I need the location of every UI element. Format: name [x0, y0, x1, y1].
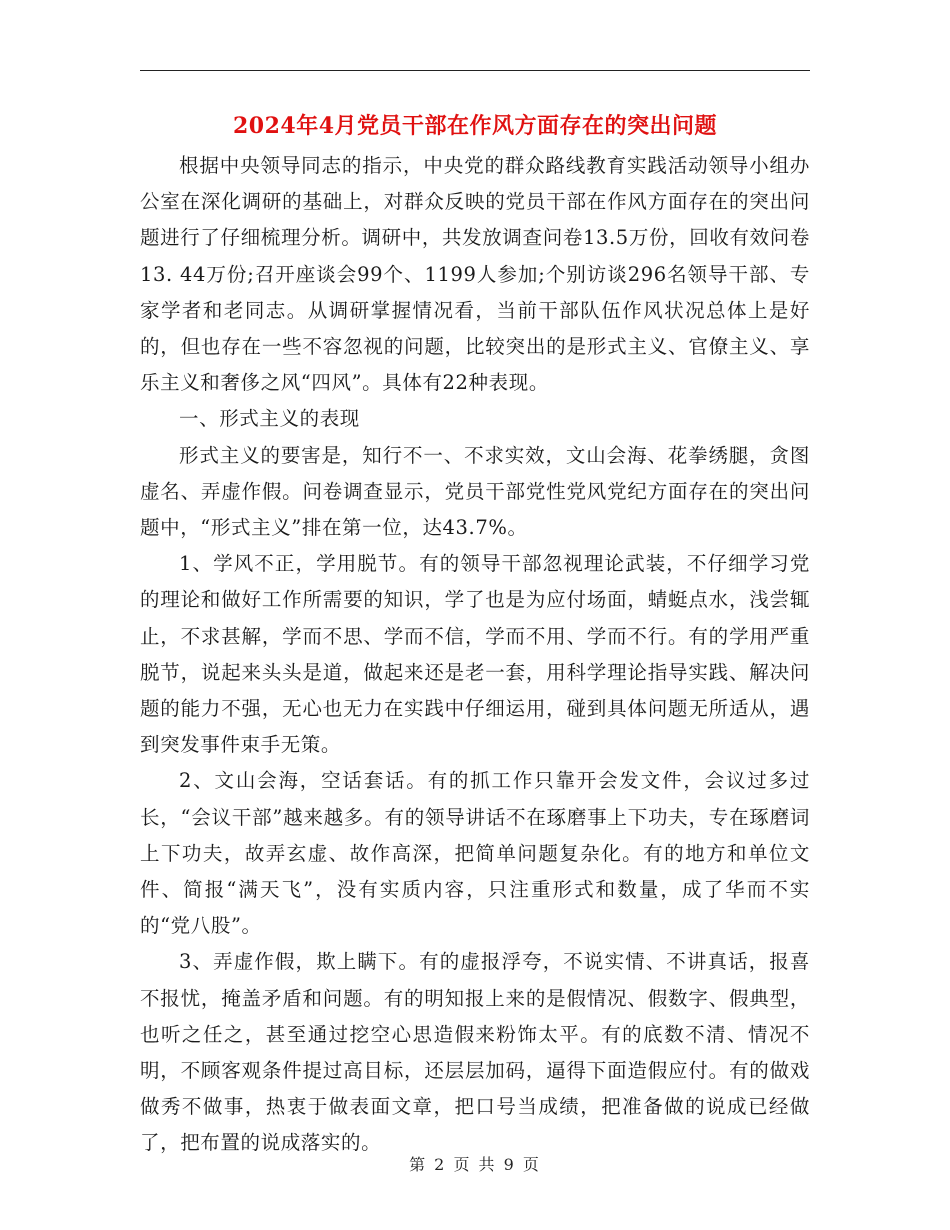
- header-rule: [140, 70, 810, 71]
- document-title: 2024年4月党员干部在作风方面存在的突出问题: [232, 113, 718, 139]
- section-heading-formalism: 一、形式主义的表现: [179, 407, 360, 431]
- paragraph-intro: 根据中央领导同志的指示，中央党的群众路线教育实践活动领导小组办公室在深化调研的基础上，对群众反映的党员干部在作风方面存在的突出问题进行了仔细梳理分析。调研中，共发放调查问卷13.5万份，回收有效问卷13. 44万份;召开座谈会99个、1199人参加;个别访谈296名领导干部、专家学者和老同志。从调研掌握情况看，当前干部队伍作风状况总体上是好的，但也存在一些不容忽视的问题，比较突出的是形式主义、官僚主义、享乐主义和奢侈之风“四风”。具体有22种表现。: [140, 154, 810, 395]
- document-body: [140, 148, 810, 1162]
- paragraph-item-2: 2、文山会海，空话套话。有的抓工作只靠开会发文件，会议过多过长，“会议干部”越来越多。有的领导讲话不在琢磨事上下功夫，专在琢磨词上下功夫，故弄玄虚、故作高深，把简单问题复杂化。有的地方和单位文件、简报“满天飞”，没有实质内容，只注重形式和数量，成了华而不实的“党八股”。: [140, 769, 810, 938]
- paragraph-item-3: 3、弄虚作假，欺上瞒下。有的虚报浮夸，不说实情、不讲真话，报喜不报忧，掩盖矛盾和问题。有的明知报上来的是假情况、假数字、假典型，也听之任之，甚至通过挖空心思造假来粉饰太平。有的底数不清、情况不明，不顾客观条件提过高目标，还层层加码，逼得下面造假应付。有的做戏做秀不做事，热衷于做表面文章，把口号当成绩，把准备做的说成已经做了，把布置的说成落实的。: [140, 950, 810, 1155]
- paragraph-item-1: 1、学风不正，学用脱节。有的领导干部忽视理论武装，不仔细学习党的理论和做好工作所需要的知识，学了也是为应付场面，蜻蜓点水，浅尝辄止，不求甚解，学而不思、学而不信，学而不用、学而不行。有的学用严重脱节，说起来头头是道，做起来还是老一套，用科学理论指导实践、解决问题的能力不强，无心也无力在实践中仔细运用，碰到具体问题无所适从，遇到突发事件束手无策。: [140, 552, 810, 757]
- page-number-footer: 第 2 页 共 9 页: [409, 1155, 541, 1174]
- paragraph-formalism-summary: 形式主义的要害是，知行不一、不求实效，文山会海、花拳绣腿，贪图虚名、弄虚作假。问卷调查显示，党员干部党性党风党纪方面存在的突出问题中，“形式主义”排在第一位，达43.7%。: [140, 443, 810, 540]
